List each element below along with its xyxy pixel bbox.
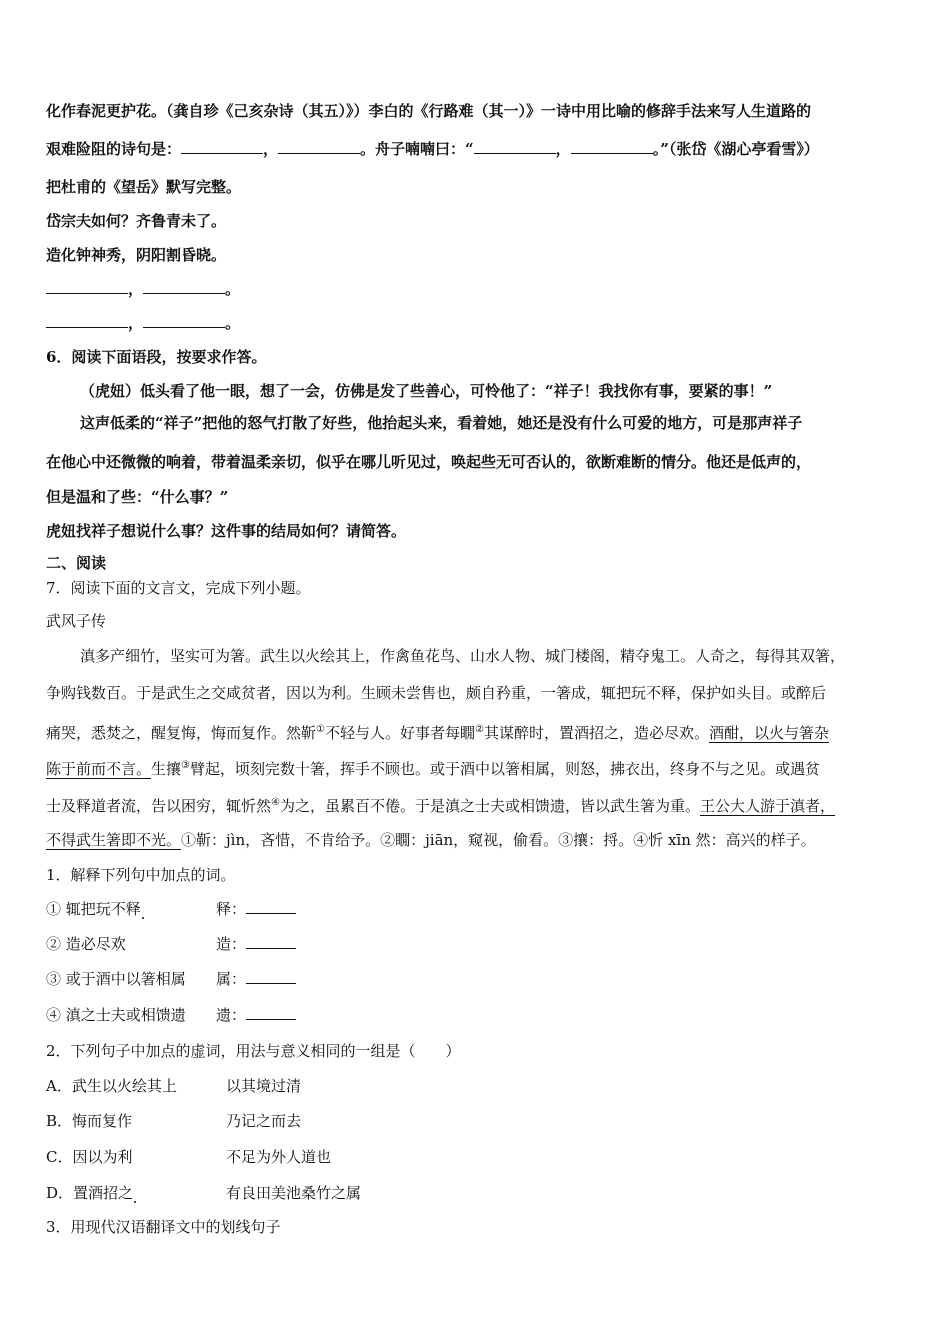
option-b[interactable] [46,1110,446,1132]
text-title: 武风子传 [46,612,107,630]
text: ， [263,140,279,158]
option-right: 乃记之而去 [226,1112,302,1130]
underlined-sentence: 王公大人游于滇者， [700,797,836,815]
fill-in-line-2 [46,138,819,160]
text: 。”（张岱《湖心亭看雪》） [652,140,819,158]
blank[interactable] [278,138,360,154]
q7-title: 7．阅读下面的文言文，完成下列小题。 [46,579,311,597]
text: ， [128,280,144,298]
text: 。 [225,314,241,332]
footnote-marker: ① [316,724,325,735]
option-left: A．武生以火绘其上 [46,1077,177,1095]
classical-text-line-5 [46,792,835,817]
word-label: 造： [216,935,247,953]
sentence: ④ 滇之士夫或相馈遗 [46,1006,186,1024]
blank[interactable] [46,312,128,328]
text: 痛哭，悉焚之，醒复悔，悔而复作。然靳 [46,724,317,742]
section-title: 二、阅读 [46,554,107,572]
classical-text-line-3 [46,719,829,744]
blank[interactable] [571,138,653,154]
word-label: 遗： [216,1006,247,1024]
option-right: 不足为外人道也 [226,1148,332,1166]
fill-in-line-1 [46,100,811,122]
q6-paragraph-2c: 但是温和了些：“什么事？” [46,488,229,506]
text: 艰难险阻的诗句是： [46,140,182,158]
text: 为之，虽累百不倦。于是滇之士夫或相馈遗，皆以武生箸为重。 [279,797,700,815]
blank[interactable] [246,1004,296,1020]
text: 其谋醉时，置酒招之，造必尽欢。 [483,724,709,742]
classical-text-line-6 [46,829,816,851]
emphasis-dot [142,917,144,919]
text: 不轻与人。好事者每瞯 [324,724,475,742]
dufu-line-1: 岱宗夫如何？齐鲁青未了。 [46,212,227,230]
sub1-title: 1．解释下列句中加点的词。 [46,866,236,884]
text: ， [555,140,571,158]
q6-paragraph-2b: 在他心中还微微的响着，带着温柔亲切，似乎在哪儿听见过，唤起些无可否认的，欲断难断的情分。他还是低声的， [46,453,812,471]
text: 化作春泥更护花。（龚自珍《己亥杂诗（其五）》）李白的《行路难（其一）》一诗中用比喻的修辞手法来写人生道路的 [46,102,812,120]
underlined-sentence: 陈于前而不言。 [46,760,152,778]
sub3-title: 3．用现代汉语翻译文中的划线句子 [46,1218,281,1236]
option-a[interactable] [46,1075,446,1097]
dufu-line-2: 造化钟神秀，阴阳割昏晓。 [46,246,227,264]
dufu-blank-line-1 [46,278,240,300]
sentence: ③ 或于酒中以箸相属 [46,970,186,988]
option-right: 有良田美池桑竹之属 [226,1184,362,1202]
footnote-marker: ② [475,724,484,735]
q6-paragraph-1: （虎妞）低头看了他一眼，想了一会，仿佛是发了些善心，可怜他了：“祥子！我找你有事，要紧的事！” [80,382,773,400]
option-d[interactable] [46,1182,446,1204]
option-left: C．因以为利 [46,1148,133,1166]
sub1-item-4 [46,1004,346,1026]
sub1-item-1 [46,898,346,920]
text: 。舟子喃喃曰：“ [360,140,474,158]
sentence: ② 造必尽欢 [46,935,126,953]
sub2-title: 2．下列句子中加点的虚词，用法与意义相同的一组是（ ） [46,1042,461,1060]
text: 。 [225,280,241,298]
dufu-blank-line-2 [46,312,240,334]
sentence: ① 辄把玩不释 [46,900,141,918]
underlined-sentence: 酒酣，以火与箸杂 [708,724,829,742]
classical-text-line-2: 争购钱数百。于是武生之交咸贫者，因以为利。生顾未尝售也，颇自矜重，一箸成，辄把玩不释，保护如头目。或醉后 [46,684,827,702]
text: ， [128,314,144,332]
text: 臂起，顷刻完数十箸，挥手不顾也。或于酒中以箸相属，则怒，拂衣出，终身不与之见。或遇贫 [190,760,821,778]
option-left: D．置酒招之 [46,1184,134,1202]
blank[interactable] [246,898,296,914]
sub1-item-2 [46,933,346,955]
footnote-marker: ③ [181,760,190,771]
option-c[interactable] [46,1146,446,1168]
text: 士及释道者流，告以困穷，辄忻然 [46,797,272,815]
q6-title: 6．阅读下面语段，按要求作答。 [46,348,267,366]
dufu-prompt: 把杜甫的《望岳》默写完整。 [46,178,242,196]
option-left: B．悔而复作 [46,1112,133,1130]
sub1-item-3 [46,968,346,990]
blank[interactable] [246,968,296,984]
q6-question: 虎妞找祥子想说什么事？这件事的结局如何？请简答。 [46,522,407,540]
q6-paragraph-2a: 这声低柔的“祥子”把他的怒气打散了好些，他抬起头来，看着她，她还是没有什么可爱的地方，可是那声祥子 [80,414,803,432]
word-label: 释： [216,900,247,918]
classical-text-line-4 [46,755,820,780]
blank[interactable] [143,278,225,294]
classical-text-line-1: 滇多产细竹，坚实可为箸。武生以火绘其上，作禽鱼花鸟、山水人物、城门楼阁，精夺鬼工。人奇之，每得其双箸， [80,647,846,665]
underlined-sentence: 不得武生箸即不光。 [46,831,182,849]
blank[interactable] [46,278,128,294]
emphasis-dot [134,1201,136,1203]
answer-slot [216,898,296,920]
text: 生攘 [151,760,182,778]
answer-slot [216,933,296,955]
footnote-marker: ④ [271,797,280,808]
word-label: 属： [216,970,247,988]
option-right: 以其境过清 [226,1077,302,1095]
answer-slot [216,1004,296,1026]
footnotes: ①靳：jìn，吝惜，不肯给予。②瞯：jiān，窥视，偷看。③攘：捋。④忻 xīn 然：高兴的样子。 [181,831,816,849]
blank[interactable] [474,138,556,154]
blank[interactable] [246,933,296,949]
answer-slot [216,968,296,990]
blank[interactable] [143,312,225,328]
blank[interactable] [181,138,263,154]
